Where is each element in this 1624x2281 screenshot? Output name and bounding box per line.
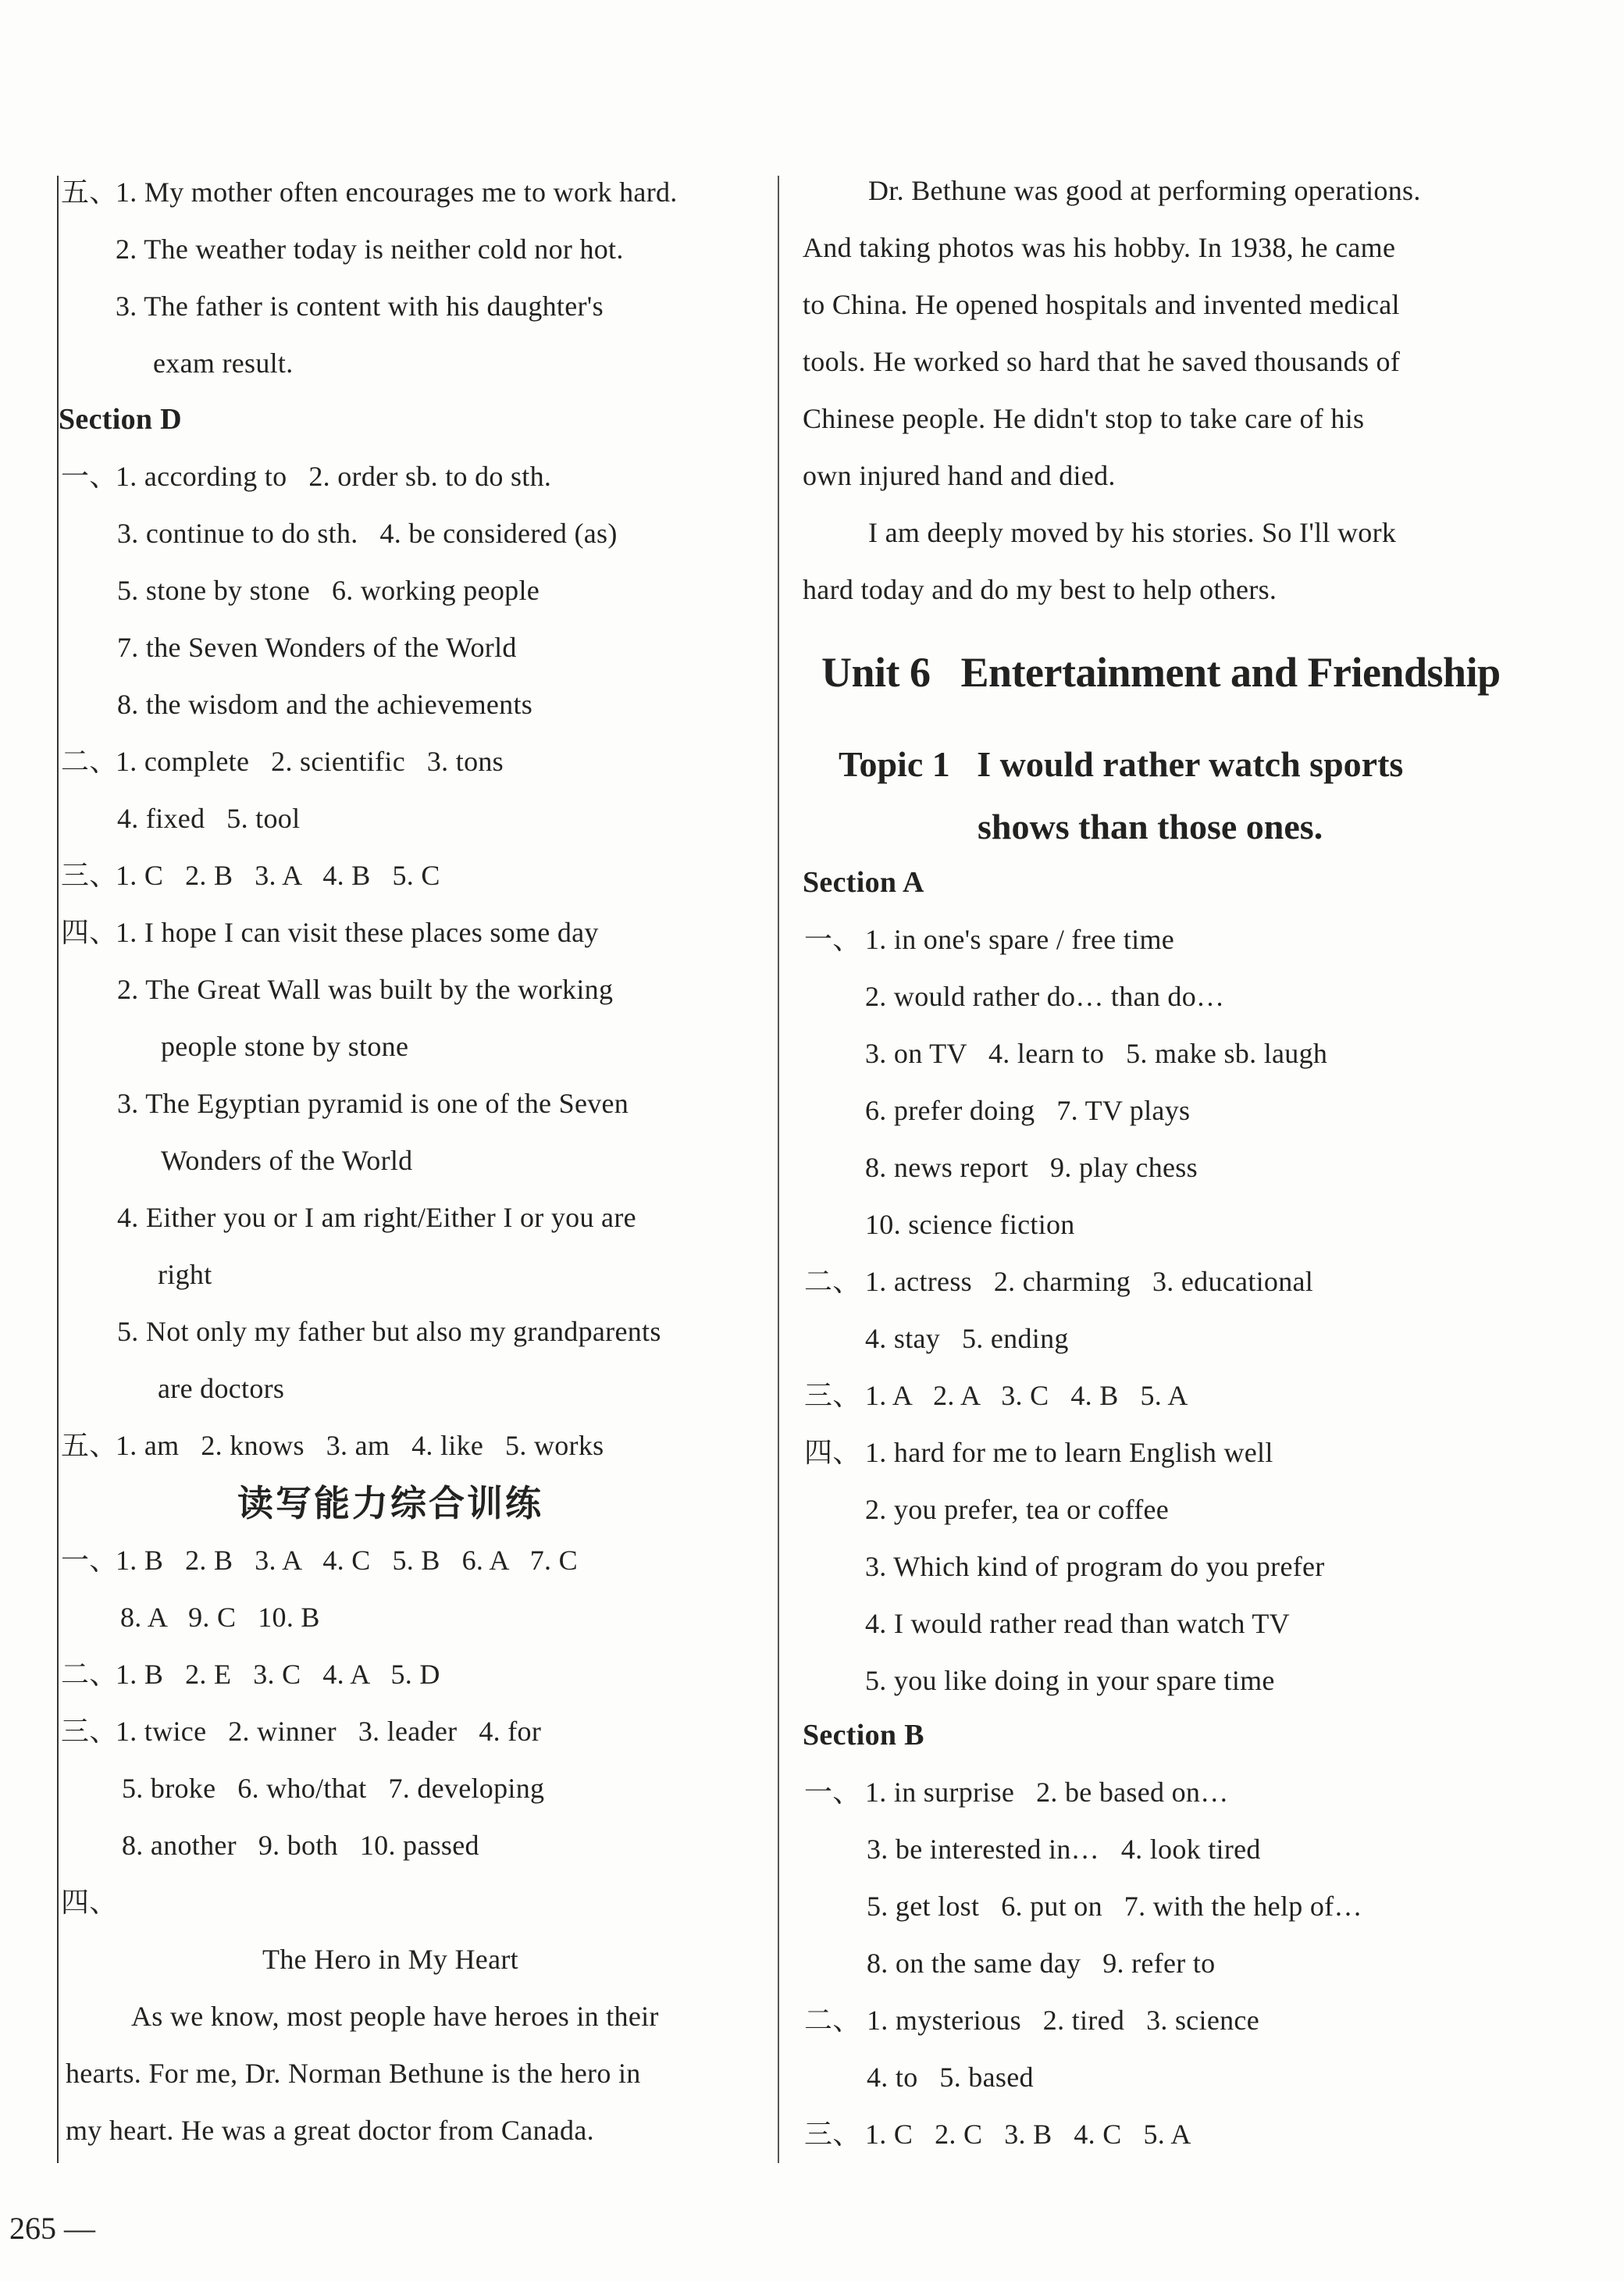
essay-line: As we know, most people have heroes in their	[131, 2001, 659, 2032]
answer-line: 三、1. C 2. B 3. A 4. B 5. C	[61, 860, 440, 891]
answer-line: 6. prefer doing 7. TV plays	[865, 1095, 1191, 1126]
answer-line: are doctors	[158, 1373, 285, 1404]
answer-line: 3. be interested in… 4. look tired	[867, 1834, 1261, 1865]
essay-line: my heart. He was a great doctor from Canada.	[66, 2115, 594, 2146]
answer-line: 2. you prefer, tea or coffee	[865, 1494, 1170, 1525]
answer-line: 五、1. am 2. knows 3. am 4. like 5. works	[61, 1430, 604, 1461]
answer-line: 四、1. I hope I can visit these places some day	[61, 917, 599, 948]
answer-line: 2. The weather today is neither cold nor hot.	[116, 233, 624, 265]
answer-line: 二、1. B 2. E 3. C 4. A 5. D	[61, 1659, 440, 1690]
answer-line: 3. The father is content with his daughter's	[116, 290, 604, 322]
answer-line: 4. Either you or I am right/Either I or you are	[117, 1202, 636, 1233]
section-d-heading: Section D	[59, 403, 182, 436]
answer-line: people stone by stone	[161, 1031, 409, 1062]
unit-title: Unit 6 Entertainment and Friendship	[821, 649, 1501, 696]
answer-line: 一、 1. in surprise 2. be based on…	[804, 1777, 1229, 1808]
essay-line: I am deeply moved by his stories. So I'll work	[868, 517, 1397, 548]
essay-line: hard today and do my best to help others.	[803, 574, 1277, 605]
left-margin-rule	[57, 176, 59, 2163]
essay-line: Dr. Bethune was good at performing operations.	[868, 175, 1421, 206]
answer-line: 二、 1. mysterious 2. tired 3. science	[804, 2005, 1259, 2036]
answer-line: 一、1. B 2. B 3. A 4. C 5. B 6. A 7. C	[61, 1545, 578, 1576]
essay-line: And taking photos was his hobby. In 1938, he came	[803, 232, 1396, 263]
answer-line: 4. fixed 5. tool	[117, 803, 301, 834]
answer-line: 4. I would rather read than watch TV	[865, 1608, 1290, 1639]
answer-line: 5. you like doing in your spare time	[865, 1665, 1275, 1696]
section-marker: 四、	[61, 1887, 118, 1918]
essay-line: Chinese people. He didn't stop to take care of his	[803, 403, 1365, 434]
answer-line: 5. Not only my father but also my grandparents	[117, 1316, 661, 1347]
answer-line: 7. the Seven Wonders of the World	[117, 632, 517, 663]
answer-line: 3. Which kind of program do you prefer	[865, 1551, 1325, 1582]
section-marker: 五、	[61, 176, 118, 208]
reading-writing-heading: 读写能力综合训练	[237, 1482, 543, 1524]
answer-line: 10. science fiction	[865, 1209, 1075, 1240]
column-divider	[778, 176, 779, 2163]
answer-line: 3. continue to do sth. 4. be considered (as)	[117, 518, 618, 549]
page-number: 265 —	[9, 2211, 95, 2246]
answer-line: 5. get lost 6. put on 7. with the help of…	[867, 1891, 1362, 1922]
answer-line: 3. The Egyptian pyramid is one of the Seven	[117, 1088, 629, 1119]
essay-title: The Hero in My Heart	[262, 1944, 518, 1975]
answer-line: 一、1. according to 2. order sb. to do sth.	[61, 461, 552, 492]
answer-line: 五、1. My mother often encourages me to work hard.	[61, 176, 678, 208]
answer-line: exam result.	[153, 347, 294, 379]
answer-line: right	[158, 1259, 212, 1290]
answer-line: 三、1. twice 2. winner 3. leader 4. for	[61, 1716, 542, 1747]
answer-line: 三、 1. A 2. A 3. C 4. B 5. A	[804, 1380, 1188, 1411]
answer-line: 2. would rather do… than do…	[865, 981, 1225, 1012]
answer-line: 二、 1. actress 2. charming 3. educational	[804, 1266, 1314, 1297]
answer-line: Wonders of the World	[161, 1145, 413, 1176]
answer-line: 二、1. complete 2. scientific 3. tons	[61, 746, 504, 777]
section-a-heading: Section A	[803, 866, 924, 899]
essay-line: to China. He opened hospitals and invented medical	[803, 289, 1400, 320]
answer-line: 8. another 9. both 10. passed	[122, 1830, 479, 1861]
answer-line: 8. news report 9. play chess	[865, 1152, 1198, 1183]
answer-line: 4. stay 5. ending	[865, 1323, 1069, 1354]
answer-line: 三、 1. C 2. C 3. B 4. C 5. A	[804, 2119, 1191, 2150]
topic-title-cont: shows than those ones.	[978, 807, 1323, 846]
answer-line: 2. The Great Wall was built by the working	[117, 974, 614, 1005]
answer-line: 一、 1. in one's spare / free time	[804, 924, 1175, 955]
section-b-heading: Section B	[803, 1719, 924, 1752]
answer-line: 8. A 9. C 10. B	[120, 1602, 320, 1633]
essay-line: hearts. For me, Dr. Norman Bethune is the hero in	[66, 2058, 641, 2089]
topic-title: Topic 1 I would rather watch sports	[839, 744, 1404, 784]
answer-line: 4. to 5. based	[867, 2062, 1034, 2093]
answer-line: 8. on the same day 9. refer to	[867, 1948, 1216, 1979]
answer-line: 5. stone by stone 6. working people	[117, 575, 540, 606]
answer-line: 5. broke 6. who/that 7. developing	[122, 1773, 545, 1804]
answer-line: 3. on TV 4. learn to 5. make sb. laugh	[865, 1038, 1328, 1069]
essay-line: own injured hand and died.	[803, 460, 1116, 491]
answer-line: 8. the wisdom and the achievements	[117, 689, 533, 720]
essay-line: tools. He worked so hard that he saved thousands of	[803, 346, 1401, 377]
answer-line: 四、 1. hard for me to learn English well	[804, 1437, 1273, 1468]
